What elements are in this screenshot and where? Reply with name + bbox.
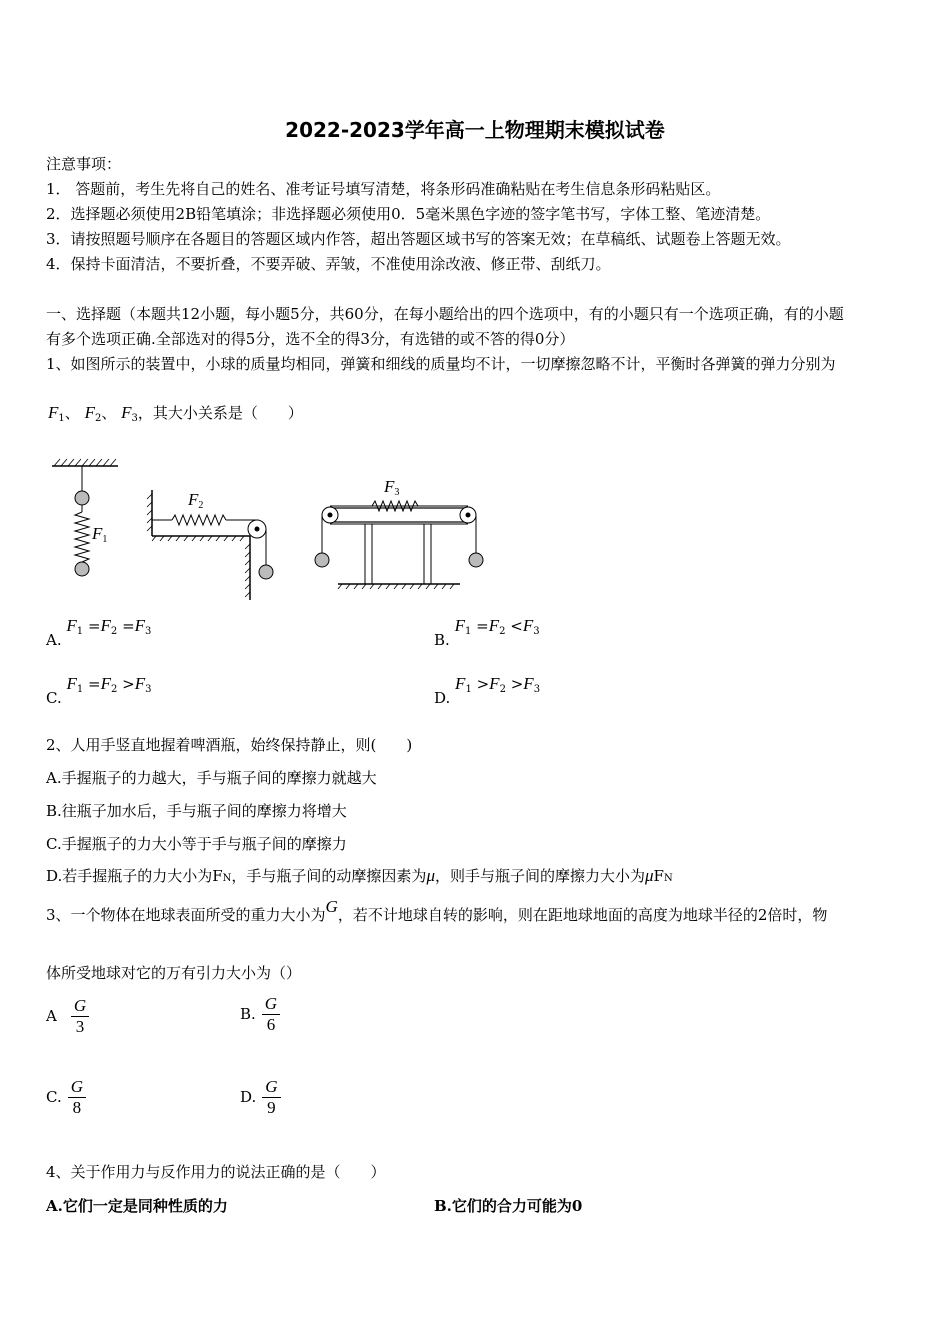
q2-option-d[interactable]: D.若手握瓶子的力大小为FN，手与瓶子间的动摩擦因素为μ，则手与瓶子间的摩擦力大小为μFN [46,866,673,885]
question-4-stem: 4、关于作用力与反作用力的说法正确的是（ ） [46,1163,386,1181]
question-1-forces: $F_1$、 $F_2$、 $F_3$，其大小关系是（ ） [48,403,303,424]
question-3-stem: 3、一个物体在地球表面所受的重力大小为G，若不计地球自转的影响，则在距地球地面的高度为地球半径的2倍时，物 [46,897,828,924]
q4-option-b[interactable]: B.它们的合力可能为0 [434,1197,583,1215]
label-f1: F1 [92,524,108,545]
notice-item-2: 2．选择题必须使用2B铅笔填涂；非选择题必须使用0．5毫米黑色字迹的签字笔书写，字体工整、笔迹清楚。 [46,205,771,223]
page-title: 2022-2023学年高一上物理期末模拟试卷 [285,118,665,142]
q2-option-b[interactable]: B.往瓶子加水后，手与瓶子间的摩擦力将增大 [46,802,347,820]
q4-option-a[interactable]: A.它们一定是同种性质的力 [46,1197,228,1215]
notice-item-3: 3．请按照题号顺序在各题目的答题区域内作答，超出答题区域书写的答案无效；在草稿纸、试题卷上答题无效。 [46,230,791,248]
q2-option-c[interactable]: C.手握瓶子的力大小等于手与瓶子间的摩擦力 [46,835,347,853]
q1-option-a[interactable]: A. $F_1 =F_2 =F_3$ [46,616,152,649]
section-1-intro-line-1: 一、选择题（本题共12小题，每小题5分，共60分，在每小题给出的四个选项中，有的小题只有一个选项正确，有的小题 [46,305,844,323]
question-2-stem: 2、人用手竖直地握着啤酒瓶，始终保持静止，则( ) [46,736,413,754]
notice-item-1: 1． 答题前，考生先将自己的姓名、准考证号填写清楚，将条形码准确粘贴在考生信息条形码粘贴区。 [46,180,721,198]
q1-option-c[interactable]: C. $F_1 =F_2 >F_3$ [46,674,152,707]
q2-option-a[interactable]: A.手握瓶子的力越大，手与瓶子间的摩擦力就越大 [46,769,377,787]
notice-item-4: 4．保持卡面清洁，不要折叠，不要弄破、弄皱，不准使用涂改液、修正带、刮纸刀。 [46,255,611,273]
q1-option-d[interactable]: D. $F_1 >F_2 >F_3$ [434,674,541,707]
q3-option-a[interactable]: A $\frac{G}{3}$ [46,996,89,1036]
q3-option-d[interactable]: D. $\frac{G}{9}$ [240,1077,281,1117]
q3-option-c[interactable]: C. $\frac{G}{8}$ [46,1077,86,1117]
section-1-intro-line-2: 有多个选项正确.全部选对的得5分，选不全的得3分，有选错的或不答的得0分） [46,330,575,348]
q1-option-b[interactable]: B. $F_1 =F_2 <F_3$ [434,616,540,649]
label-f3: F3 [384,477,400,498]
question-3-stem-line-2: 体所受地球对它的万有引力大小为（） [46,964,302,982]
notice-heading: 注意事项： [46,155,122,173]
question-1-stem: 1、如图所示的装置中，小球的质量均相同，弹簧和细线的质量均不计，一切摩擦忽略不计，平衡时各弹簧的弹力分别为 [46,355,836,373]
spring-diagram [40,452,500,604]
q3-option-b[interactable]: B. $\frac{G}{6}$ [240,994,280,1034]
label-f2: F2 [188,490,204,511]
